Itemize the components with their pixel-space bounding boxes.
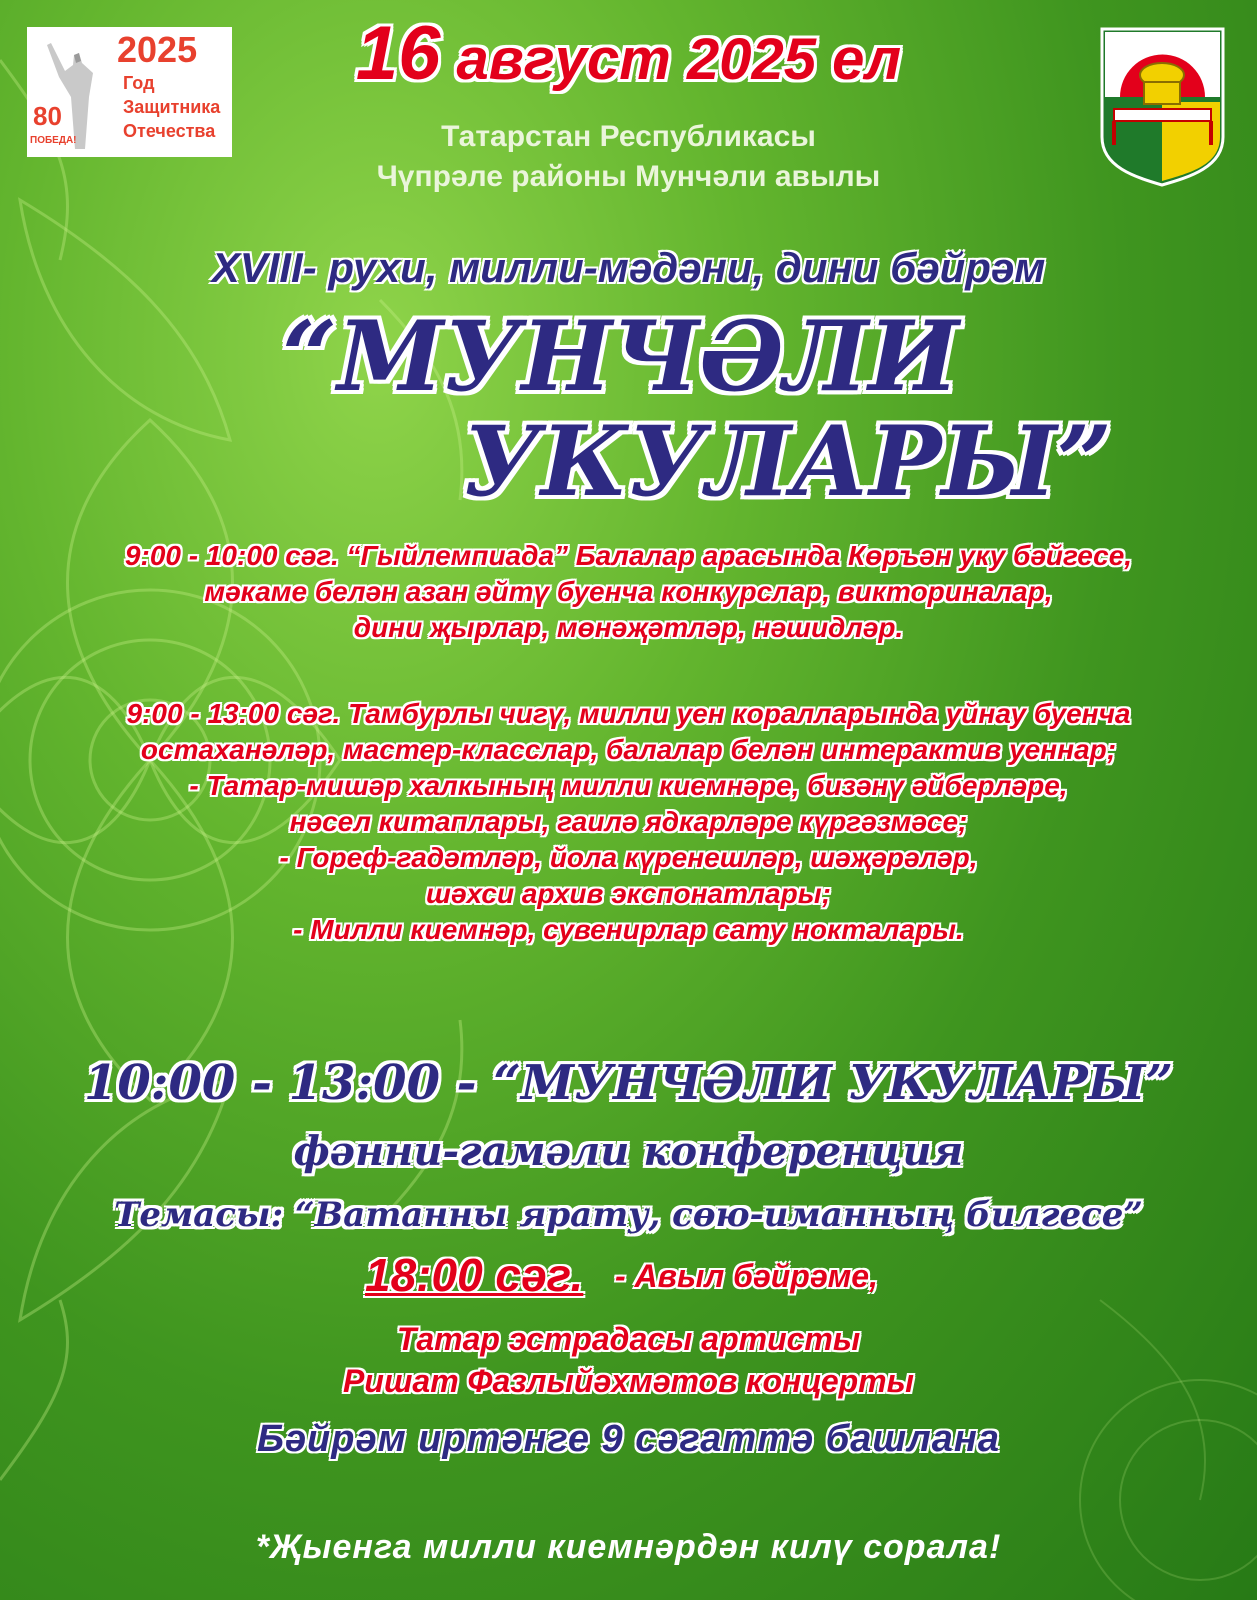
festival-title-line-2: УКУЛАРЫ” <box>463 405 1112 518</box>
conference-title: 10:00 - 13:00 - “МУНЧӘЛИ УКУЛАРЫ” <box>84 1055 1173 1111</box>
dress-code-footnote: *Җыенга милли киемнәрдән килү сорала! <box>255 1528 1002 1566</box>
schedule-block-1 <box>0 538 1257 646</box>
evening-details <box>0 1318 1257 1402</box>
location-line-2: Чүпрәле районы Мунчәли авылы <box>376 160 881 193</box>
conference-theme: Темасы: “Ватанны ярату, сөю-иманның билгесе” <box>114 1195 1143 1235</box>
conference-subtitle: фәнни-гамәли конференция <box>293 1128 964 1175</box>
evening-time: 18:00 сәг. <box>365 1249 584 1301</box>
badge-line-3: Отечества <box>123 121 216 141</box>
schedule-block-2-line: шәхси архив экспонатлары; <box>426 878 831 909</box>
badge-line-1: Год <box>123 73 155 93</box>
schedule-block-2-line: - Татар-мишәр халкының милли киемнәре, бизәнү әйберләре, <box>189 770 1068 801</box>
schedule-block-1-line: дини җырлар, мөнәҗәтләр, нәшидләр. <box>353 612 904 643</box>
badge-line-2: Защитника <box>123 97 221 117</box>
event-date-rest: август 2025 ел <box>440 27 902 92</box>
schedule-block-1-line: мәкаме белән азан әйтү буенча конкурслар, викториналар, <box>204 576 1053 607</box>
evening-line-3: Ришат Фазлыйәхмәтов концерты <box>343 1363 914 1399</box>
evening-line-2: Татар эстрадасы артисты <box>396 1321 861 1357</box>
badge-year: 2025 <box>117 29 198 70</box>
event-date-day: 16 <box>355 11 441 96</box>
schedule-block-2-line: 9:00 - 13:00 сәг. Тамбурлы чигү, милли уен коралларында уйнау буенча <box>126 698 1131 729</box>
badge-80: 80 <box>33 101 62 131</box>
badge-pobeda: ПОБЕДА! <box>30 135 77 146</box>
schedule-block-2-line: нәсел китаплары, гаилә ядкарләре күргәзмәсе; <box>289 806 968 837</box>
schedule-block-2 <box>0 696 1257 948</box>
schedule-block-2-line: - Милли киемнәр, сувенирлар сату нокталары. <box>293 914 964 945</box>
start-note: Бәйрәм иртәнге 9 сәгаттә башлана <box>256 1418 1001 1460</box>
event-date <box>0 10 1257 97</box>
festival-title-line-1: “МУНЧӘЛИ <box>282 300 959 413</box>
festival-subtitle: XVIII- рухи, милли-мәдәни, дини бәйрәм <box>211 244 1046 291</box>
location-line-1: Татарстан Республикасы <box>441 120 816 153</box>
schedule-block-2-line: остаханәләр, мастер-класслар, балалар белән интерактив уеннар; <box>140 734 1117 765</box>
schedule-block-2-line: - Гореф-гадәтләр, йола күренешләр, шәҗәрәләр, <box>279 842 978 873</box>
evening-line-1: - Авыл бәйрәме, <box>615 1258 878 1294</box>
schedule-block-1-line: 9:00 - 10:00 сәг. “Гыйлемпиада” Балалар арасында Көръән уку бәйгесе, <box>124 540 1133 571</box>
